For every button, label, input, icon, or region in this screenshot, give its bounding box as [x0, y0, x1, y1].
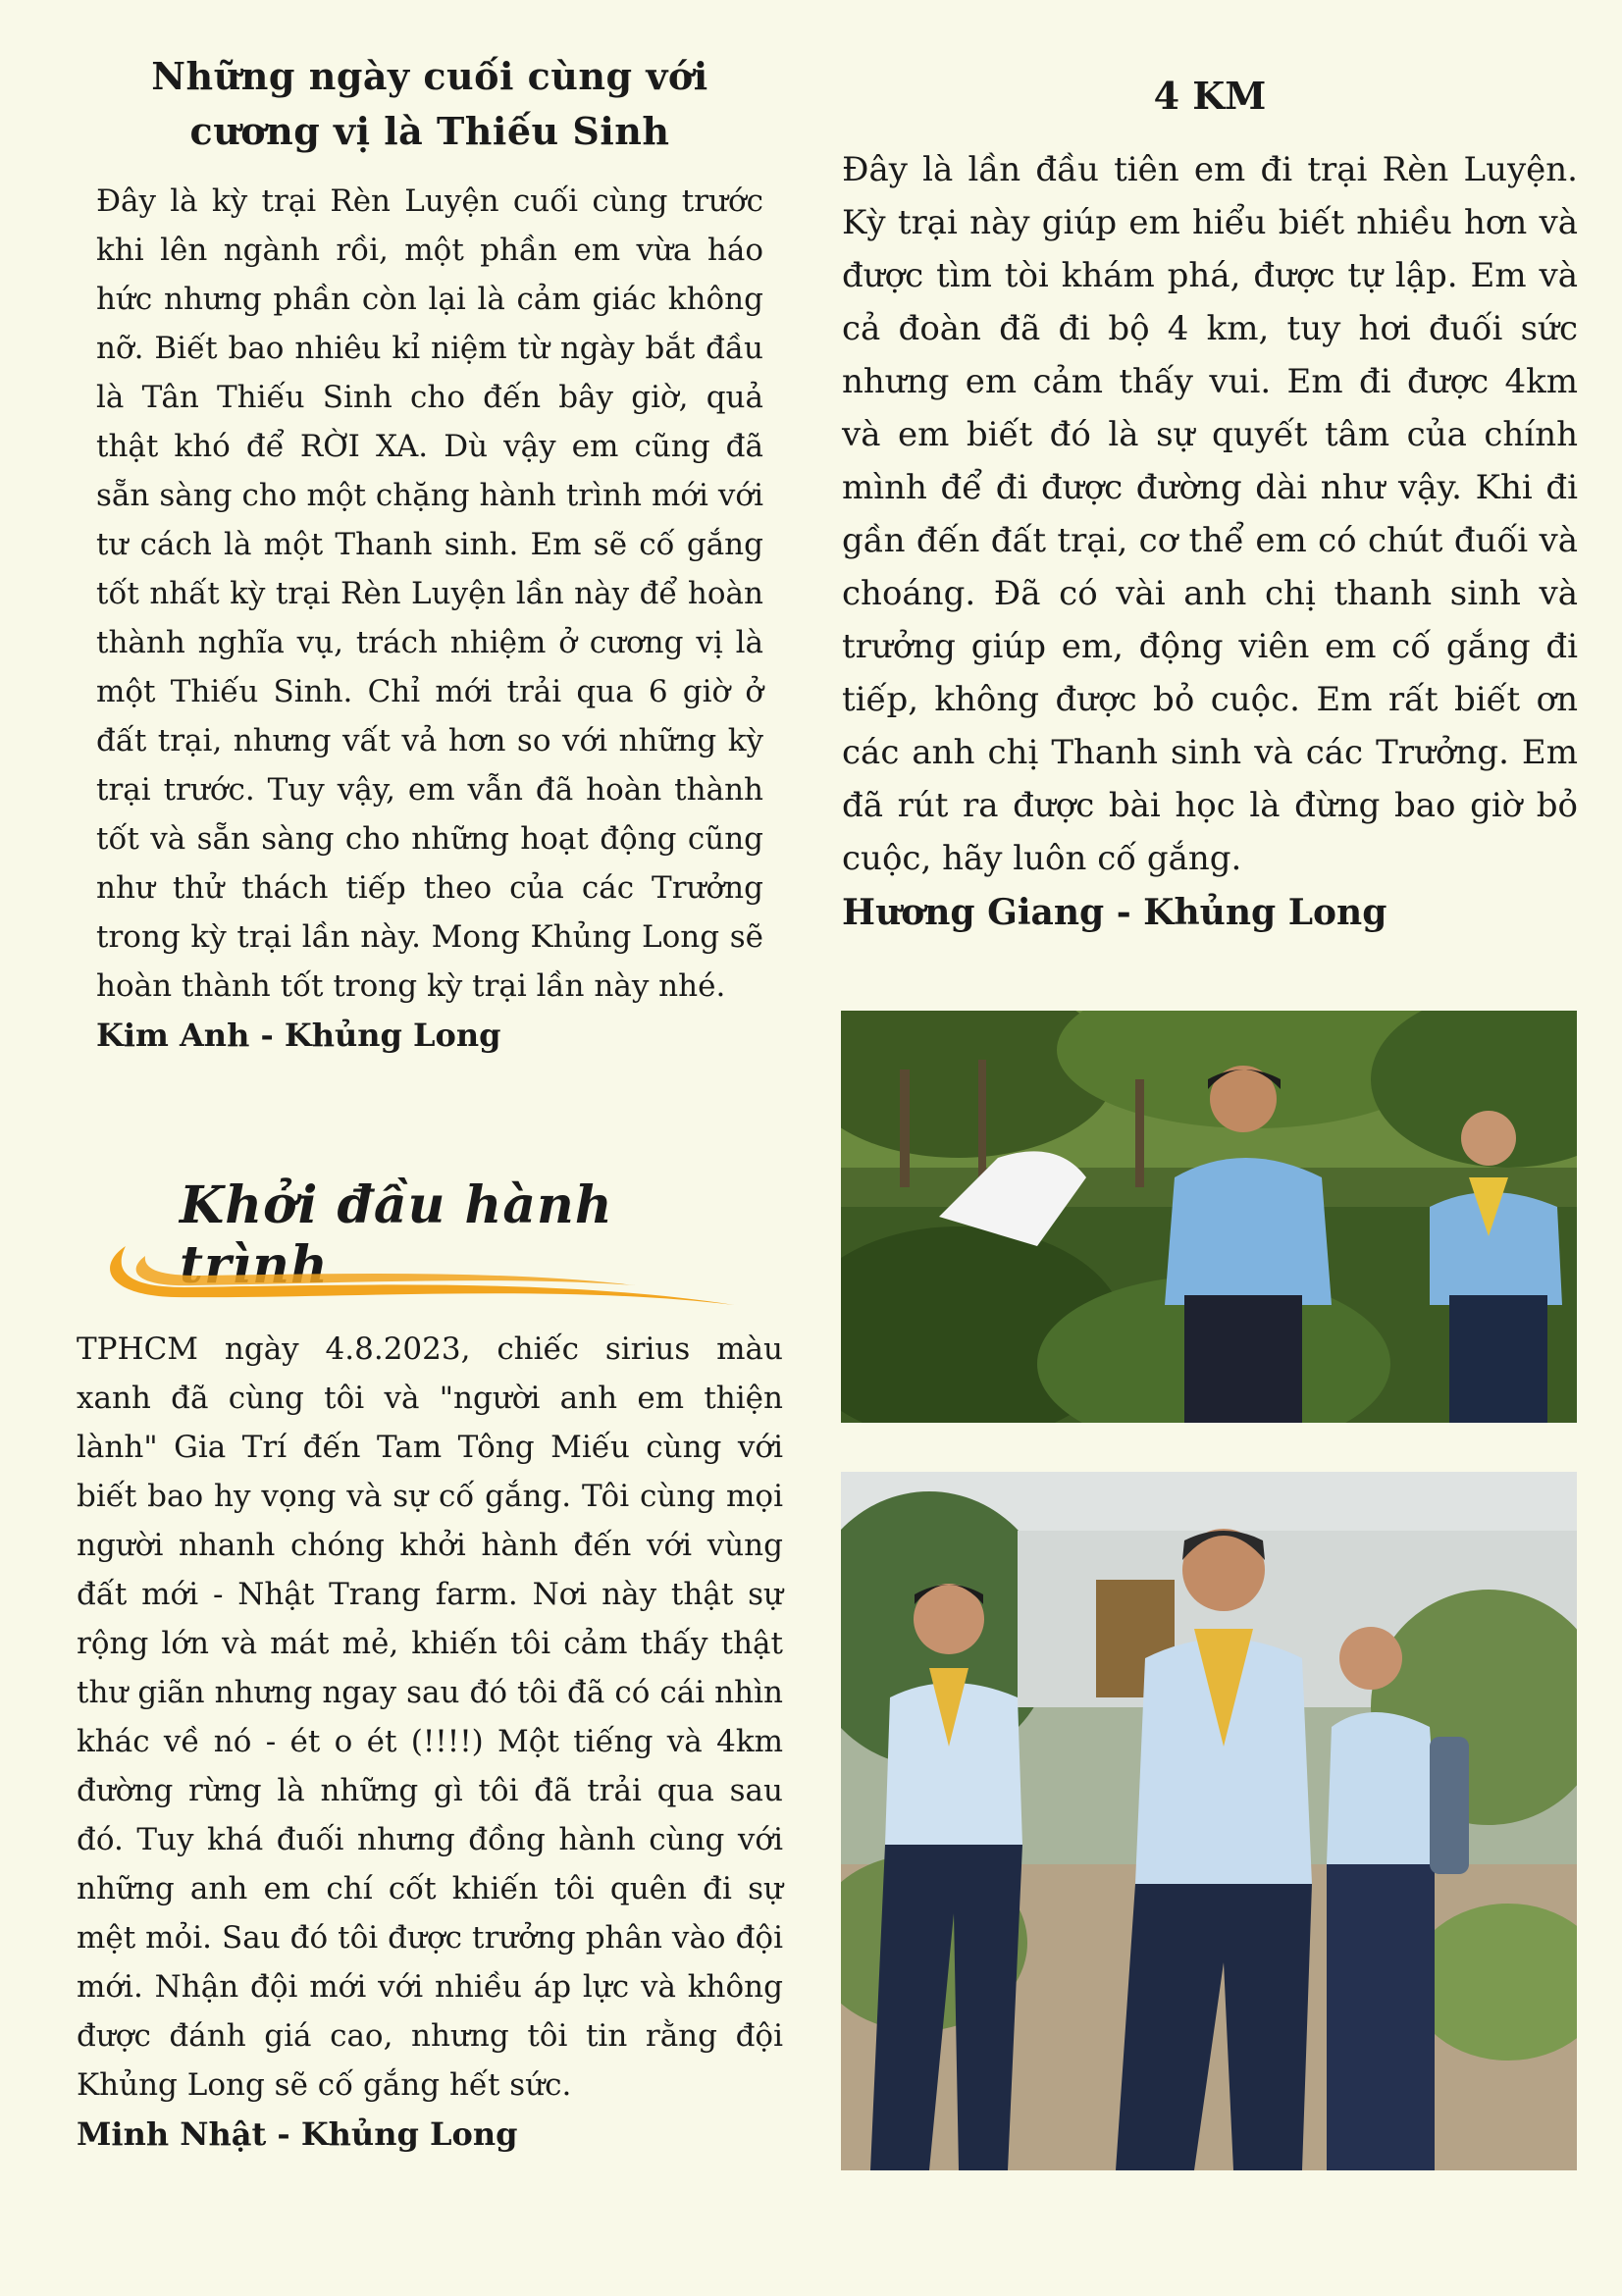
article-author: Hương Giang - Khủng Long: [842, 892, 1387, 933]
photo-boys-walking: [841, 1472, 1577, 2170]
section-heading: [86, 1168, 773, 1344]
swoosh-decoration: [86, 1226, 754, 1315]
article-title: [86, 49, 773, 159]
article-author: Kim Anh - Khủng Long: [96, 1017, 501, 1054]
article-body: Đây là kỳ trại Rèn Luyện cuối cùng trước khi lên ngành rồi, một phần em vừa háo hức nhưng phần còn lại là cảm giác không nỡ. Biết bao nhiêu kỉ niệm từ ngày bắt đầu là Tân Thiếu Sinh cho đến bây giờ, quả thật khó để RỜI XA. Dù vậy em cũng đã sẵn sàng cho một chặng hành trình mới với tư cách là một Thanh sinh. Em sẽ cố gắng tốt nhất kỳ trại Rèn Luyện lần này để hoàn thành nghĩa vụ, trách nhiệm ở cương vị là một Thiếu Sinh. Chỉ mới trải qua 6 giờ ở đất trại, nhưng vất vả hơn so với những kỳ trại trước. Tuy vậy, em vẫn đã hoàn thành tốt và sẵn sàng cho những hoạt động cũng như thử thách tiếp theo của các Trưởng trong kỳ trại lần này. Mong Khủng Long sẽ hoàn thành tốt trong kỳ trại lần này nhé.: [96, 183, 763, 1004]
photo-girls-walking: [841, 1011, 1577, 1423]
article-body: Đây là lần đầu tiên em đi trại Rèn Luyện. Kỳ trại này giúp em hiểu biết nhiều hơn và được tìm tòi khám phá, được tự lập. Em và cả đoàn đã đi bộ 4 km, tuy hơi đuối sức nhưng em cảm thấy vui. Em đi được 4km và em biết đó là sự quyết tâm của chính mình để đi được đường dài như vậy. Khi đi gần đến đất trại, cơ thể em có chút đuối và choáng. Đã có vài anh chị thanh sinh và trưởng giúp em, động viên em cố gắng đi tiếp, không được bỏ cuộc. Em rất biết ơn các anh chị Thanh sinh và các Trưởng. Em đã rút ra được bài học là đừng bao giờ bỏ cuộc, hãy luôn cố gắng.: [842, 150, 1578, 878]
article-journey-start: [77, 1325, 783, 2159]
article-body: TPHCM ngày 4.8.2023, chiếc sirius màu xanh đã cùng tôi và "người anh em thiện lành" Gia Trí đến Tam Tông Miếu cùng với biết bao hy vọng và sự cố gắng. Tôi cùng mọi người nhanh chóng khởi hành đến với vùng đất mới - Nhật Trang farm. Nơi này thật sự rộng lớn và mát mẻ, khiến tôi cảm thấy thật thư giãn nhưng ngay sau đó tôi đã có cái nhìn khác về nó - ét o ét (!!!!) Một tiếng và 4km đường rừng là những gì tôi đã trải qua sau đó. Tuy khá đuối nhưng đồng hành cùng với những anh em chí cốt khiến tôi quên đi sự mệt mỏi. Sau đó tôi được trưởng phân vào đội mới. Nhận đội mới với nhiều áp lực và không được đánh giá cao, nhưng tôi tin rằng đội Khủng Long sẽ cố gắng hết sức.: [77, 1331, 783, 2103]
article-last-days: [86, 49, 773, 1060]
article-author: Minh Nhật - Khủng Long: [77, 2115, 518, 2153]
section-title: Khởi đầu hành trình: [180, 1175, 613, 1295]
title-line-1: Những ngày cuối cùng với: [151, 54, 708, 98]
right-column: [842, 69, 1578, 940]
title-line-2: cương vị là Thiếu Sinh: [189, 109, 670, 153]
article-title: 4 KM: [1153, 74, 1267, 118]
